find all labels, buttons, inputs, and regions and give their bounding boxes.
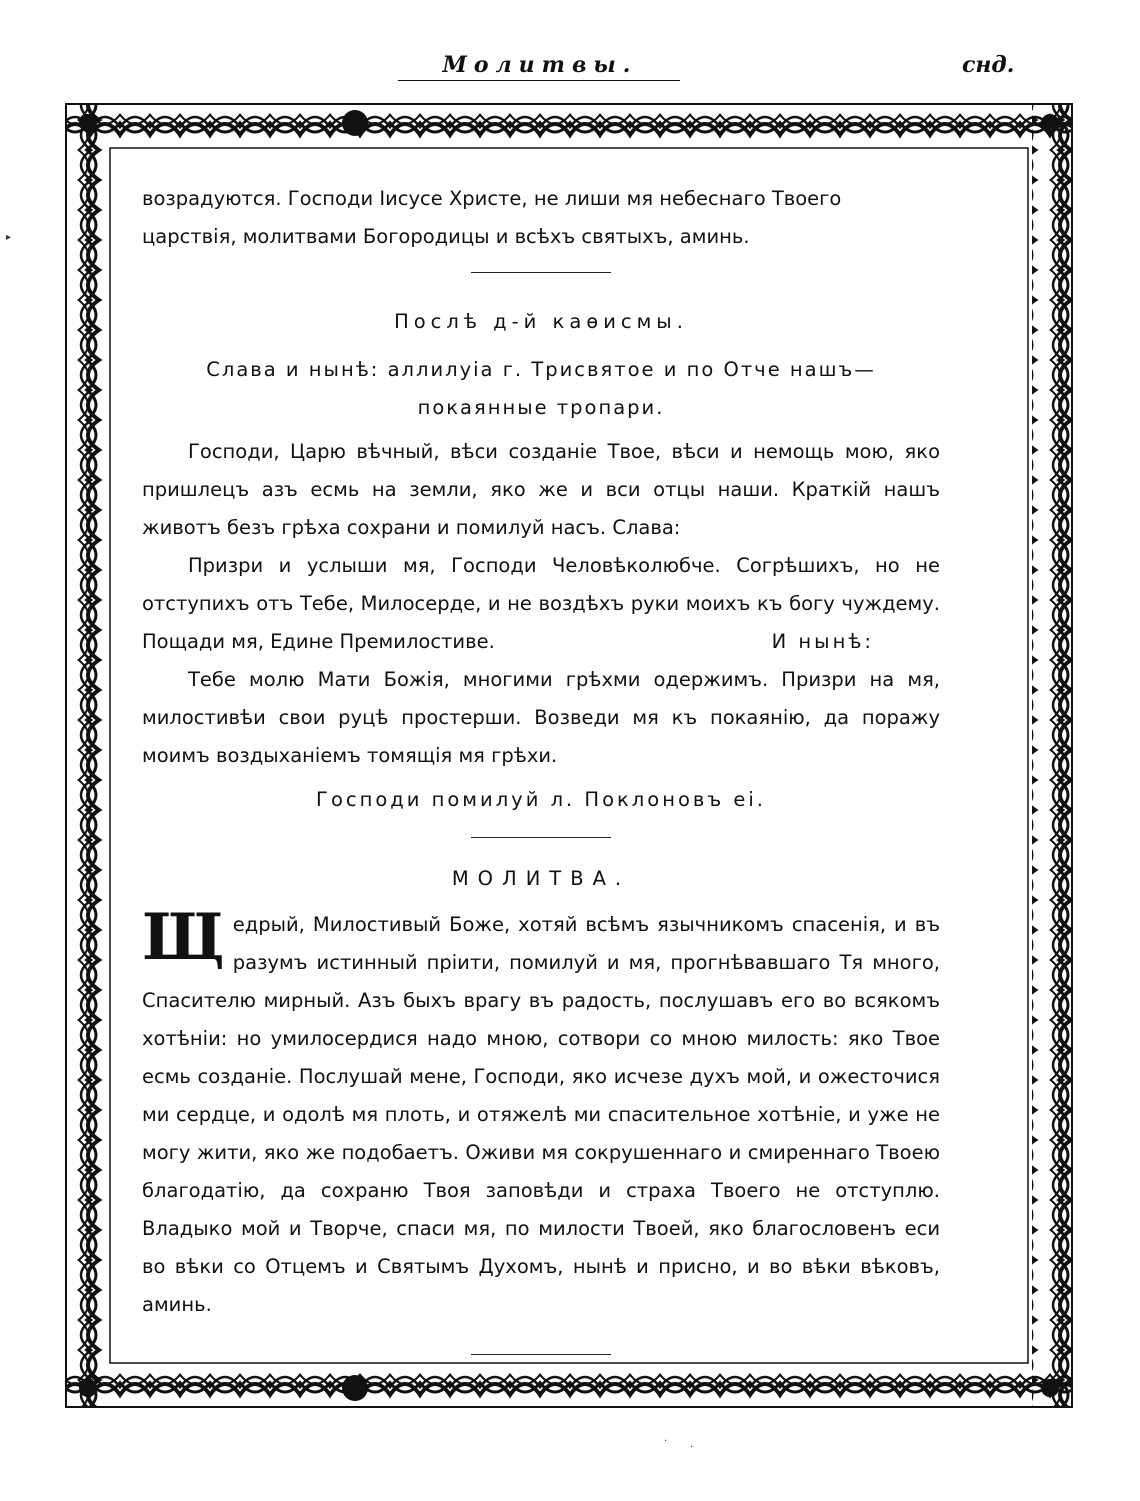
page-body — [142, 180, 940, 1355]
troparion-2-text: Призри и услыши мя, Господи Человѣколюбче. Согрѣшихъ, но не отступихъ отъ Тебе, Милосерде, и не воздѣхъ руки моихъ къ богу чуждему. Пощади мя, Едине Премилостиве. — [142, 554, 940, 653]
prayer-heading: МОЛИТВА. — [451, 867, 631, 890]
intro-line-2: царствія, молитвами Богородицы и всѣхъ святыхъ, аминь. — [142, 225, 750, 248]
running-header-title: Молитвы. — [442, 52, 638, 78]
prayer-text — [142, 900, 940, 1324]
speck-mark: · — [690, 1442, 694, 1453]
page-number: снд. — [962, 52, 1015, 78]
glory-line-1: Слава и нынѣ: аллилуіа г. Трисвятое и по Отче нашъ— — [206, 358, 876, 381]
intro-line-1: возрадуются. Господи Іисусе Христе, не лиши мя небеснаго Твоего — [142, 187, 842, 210]
separator-rule — [471, 1354, 611, 1355]
speck-mark: · — [664, 1436, 668, 1447]
troparion-1: Господи, Царю вѣчный, вѣси созданіе Твое, вѣси и немощь мою, яко пришлецъ азъ есмь на земли, яко же и вси отцы наши. Краткій нашъ животъ безъ грѣха сохрани и помилуй насъ. Слава: — [142, 440, 940, 539]
theotokion: Тебе молю Мати Божія, многими грѣхми одержимъ. Призри на мя, милостивѣи свои руцѣ простерши. Возведи мя къ покаянію, да поражу моимъ воздыханіемъ томящія мя грѣхи. — [142, 668, 940, 767]
prayer-drop-cap: Щ — [142, 900, 225, 975]
section-heading: Послѣ д-й каѳисмы. — [394, 310, 688, 333]
margin-mark: ▸ — [6, 232, 12, 243]
separator-rule — [471, 272, 611, 273]
prayer-body: едрый, Милостивый Боже, хотяй всѣмъ язычникомъ спасенія, и въ разумъ истинный пріити, помилуй и мя, прогнѣвавшаго Тя много, Спасителю мирный. Азъ быхъ врагу въ радость, послушавъ его во всякомъ хотѣніи: но умилосердися надо мною, сотвори со мною милость: яко Твое есмь созданіе. Послушай мене, Господи, яко исчезе духъ мой, и ожесточися ми сердце, и одолѣ мя плоть, и отяжелѣ ми спасительное хотѣніе, и уже не могу жити, яко же подобаетъ. Оживи мя сокрушеннаго и смиреннаго Твоею благодатію, да сохраню Твоя заповѣди и страха Твоего не отступлю. Владыко мой и Творче, спаси мя, по милости Твоей, яко благословенъ еси во вѣки со Отцемъ и Святымъ Духомъ, нынѣ и присно, и во вѣки вѣковъ, аминь. — [142, 913, 940, 1316]
glory-line-2: покаянные тропари. — [417, 396, 665, 419]
lord-have-mercy-line: Господи помилуй л. Поклоновъ еі. — [316, 788, 766, 811]
troparion-2 — [142, 547, 940, 661]
separator-rule — [471, 837, 611, 838]
and-now-label: И нынѣ: — [771, 630, 874, 653]
